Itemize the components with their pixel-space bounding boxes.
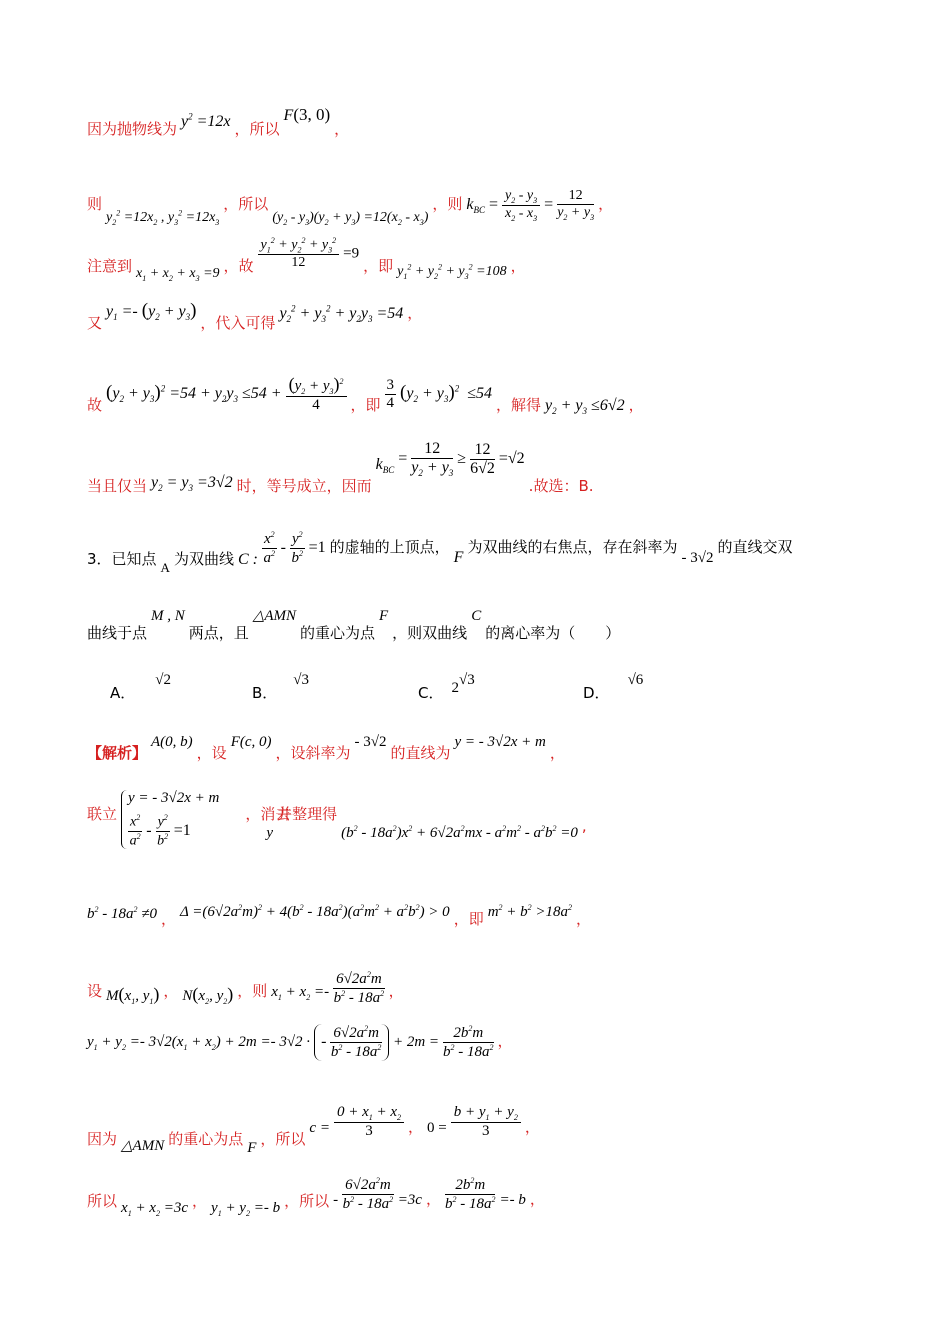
analysis-line-1: 【解析】 A(0, b) ，设 F(c, 0) ，设斜率为 - 3√2 的直线为 y = - 3√2x + m ， [87, 734, 565, 762]
analysis-line-2: 联立 y = - 3√2x + m $\frac{x^2}{a^2}$ - $\frac{y^2}{b^2}$ =1 ，消去 y 并整理得 $(b^2 - 18a^2)x^2 + 6√2a^2mx - a^2m^2 - a^2b^2 =0$ , [87, 790, 587, 849]
solution-line-6: 当且仅当 $y_2 = y_3 =3√2$ 时，等号成立，因而 $k_{BC}$ = $\frac{12}{y_2 + y_3}$ ≥ $\frac{12}{6√2}$ =√2 .故选：B. [87, 440, 594, 495]
analysis-line-6: 因为 △AMN 的重心为点 F ，所以 c = $\frac{0 + x_1 + x_2}{3}$ ， 0 = $\frac{b + y_1 + y_2}{3}$ ， [87, 1104, 540, 1156]
option-b[interactable]: B． √3 [252, 672, 310, 702]
analysis-line-7: 所以 $x_1 + x_2 =3c$ ， $y_1 + y_2 =- b$ ，所以 - $\frac{6√2a^2m}{b^2 - 18a^2}$ =3c ， $\frac{2b^2m}{b^2 - 18a^2}$ =- b ， [87, 1176, 545, 1219]
option-a[interactable]: A． √2 [110, 672, 171, 702]
analysis-line-5: $y_1 + y_2 =- 3√2(x_1 + x_2) + 2m =- 3√2$ · - $\frac{6√2a^2m}{b^2 - 18a^2}$ + 2m = $\frac{2b^2m}{b^2 - 18a^2}$ ， [87, 1024, 513, 1060]
solution-line-2: 则 $y_2^2 =12x_2$ , $y_3^2 =12x_3$ ，所以 $(y_2 - y_3)(y_2 + y_3) =12(x_2 - x_3)$ ，则 $k_{BC}$ = $\frac{y_2 - y_3}{x_2 - x_3}$ = $\frac{12}{y_2 + y_3}$ ， [87, 188, 614, 227]
question-line-1: 3．已知点 $_A$ 为双曲线 C : $\frac{x^2}{a^2}$ - $\frac{y^2}{b^2}$ =1 的虚轴的上顶点， F 为双曲线的右焦点，存在斜率为 - 3√2 的直线交双 [87, 530, 793, 576]
solution-line-4: 又 $y_1 =- (y_2 + y_3)$ ，代入可得 $y_2^2 + y_3^2 + y_2y_3 =54$ ， [87, 300, 423, 332]
question-line-2: 曲线于点 M , N 两点，且 △AMN 的重心为点 F ，则双曲线 C 的离心率为（ ） [87, 608, 621, 642]
solution-line-5: 故 $(y_2 + y_3)^2 =54 + y_2y_3 \le 54$ + $\frac{(y_2 + y_3)^2}{4}$ ，即 $\frac{3}{4}$ $(y_2 + y_3)^2 \le 54$ ，解得 $y_2 + y_3 \le 6√2$ ， [87, 374, 644, 416]
solution-line-3: 注意到 $x_1 + x_2 + x_3 =9$ ，故 $\frac{y_1^2 + y_2^2 + y_3^2}{12}$ =9 ，即 $y_1^2 + y_2^2 + y_3^2 =108$ ， [87, 236, 526, 284]
option-c[interactable]: C． 2√3 [418, 672, 475, 702]
analysis-line-4: 设 $M(x_1$, $y_1$) ， $N(x_2$, $y_2$) ，则 $x_1 + x_2$ =- $\frac{6√2a^2m}{b^2 - 18a^2}$ ， [87, 970, 404, 1007]
option-d[interactable]: D． √6 [583, 672, 644, 702]
solution-line-1: 因为抛物线为 $y^2 =12x$ ，所以 F(3, 0) ， [87, 105, 350, 138]
analysis-line-3: $b^2 - 18a^2 \ne 0$ ， $\Delta =(6√2a^2m)^2 + 4(b^2 - 18a^2)(a^2m^2 + a^2b^2) > 0$ ，即 $m^2 + b^2 >18a^2$ ， [87, 903, 592, 928]
